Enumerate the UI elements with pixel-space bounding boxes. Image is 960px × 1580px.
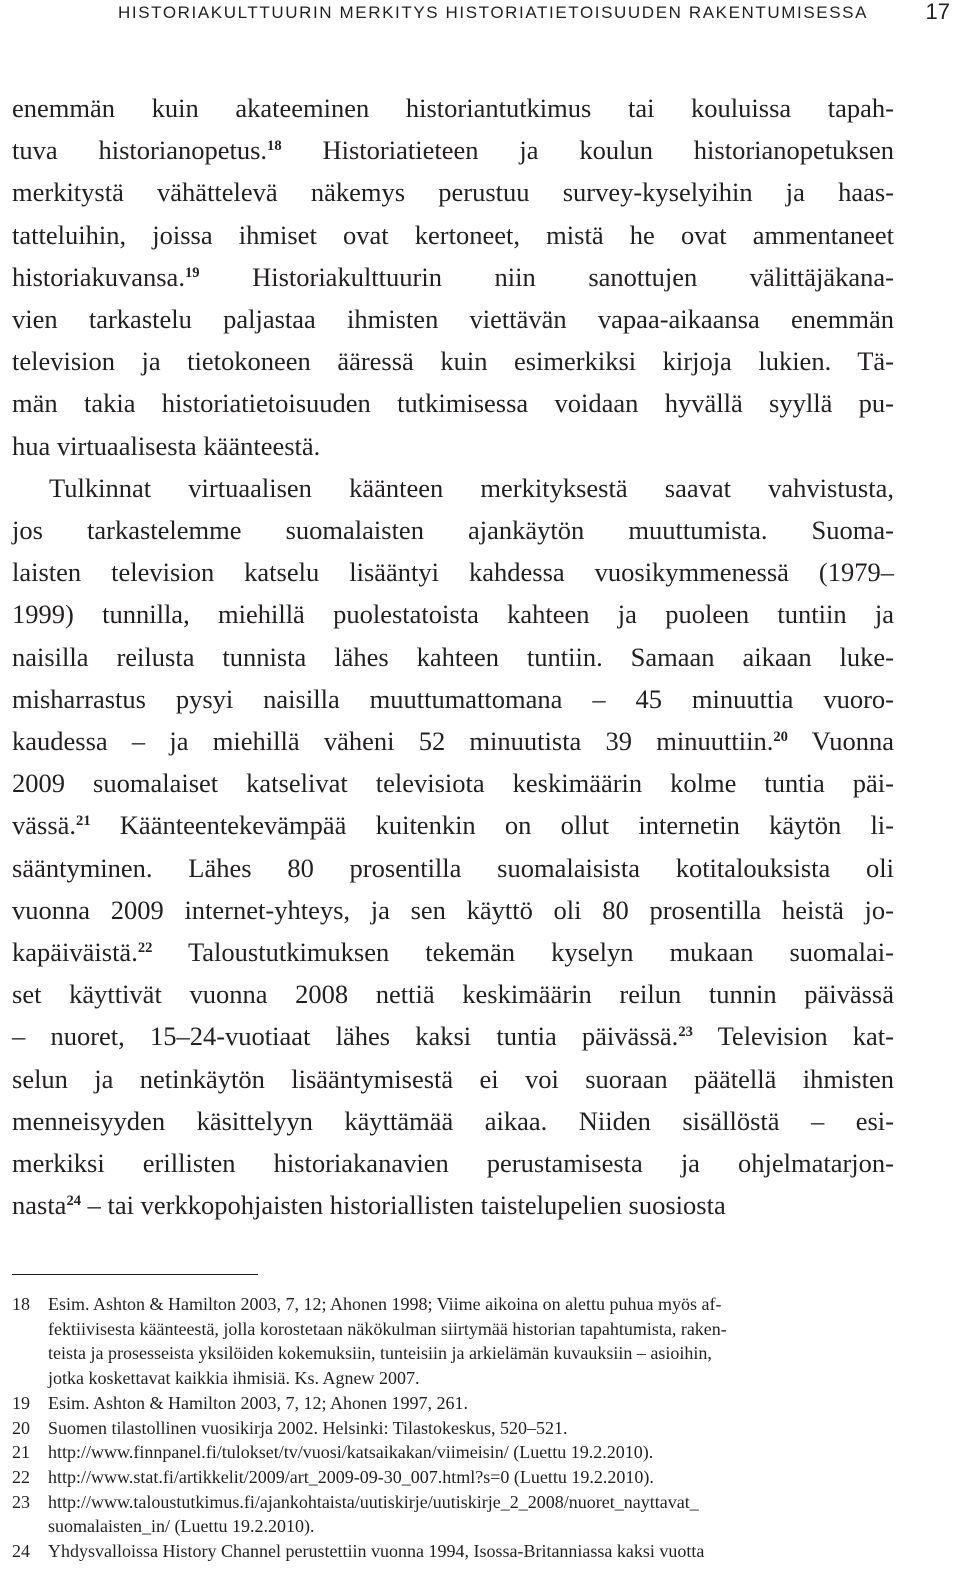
- footnote-reference[interactable]: 20: [773, 729, 788, 746]
- footnotes: [12, 1292, 880, 1564]
- text-line: [12, 720, 894, 762]
- text-line: [12, 1100, 894, 1142]
- text-run: 1999) tunnilla, miehillä puolestatoista kahteen ja puoleen tuntiin ja: [12, 599, 894, 630]
- text-run: Historiatieteen ja koulun historianopetuksen: [281, 135, 894, 166]
- text-run: selun ja netinkäytön lisääntymisestä ei voi suoraan päätellä ihmisten: [12, 1063, 894, 1094]
- running-header: [0, 0, 960, 50]
- text-run: menneisyyden käsittelyyn käyttämää aikaa. Niiden sisällöstä – esi-: [12, 1105, 894, 1136]
- text-line: [12, 1058, 894, 1100]
- text-run: vuonna 2009 internet-yhteys, ja sen käyttö oli 80 prosentilla heistä jo-: [12, 894, 894, 925]
- footnote-text: Esim. Ashton & Hamilton 2003, 7, 12; Ahonen 1997, 261.: [48, 1392, 469, 1413]
- text-run: vässä.: [12, 810, 77, 841]
- text-run: hua virtuaalisesta käänteestä.: [12, 430, 321, 461]
- footnote: [12, 1465, 880, 1490]
- footnote: [12, 1292, 880, 1391]
- text-line: [12, 678, 894, 720]
- footnote: [12, 1539, 880, 1564]
- text-run: – nuoret, 15–24-vuotiaat lähes kaksi tuntia päivässä.: [12, 1021, 679, 1052]
- text-run: vien tarkastelu paljastaa ihmisten viettävän vapaa-aikaansa enemmän: [12, 304, 894, 335]
- text-line: [12, 804, 894, 846]
- footnote-text: suomalaisten_in/ (Luettu 19.2.2010).: [48, 1516, 315, 1537]
- text-run: tatteluihin, joissa ihmiset ovat kertoneet, mistä he ovat ammentaneet: [12, 219, 894, 250]
- text-run: kaudessa – ja miehillä väheni 52 minuutista 39 minuuttiin.: [12, 726, 774, 757]
- footnote-reference[interactable]: 18: [267, 138, 282, 155]
- text-line: [12, 467, 894, 509]
- text-run: Tulkinnat virtuaalisen käänteen merkityksestä saavat vahvistusta,: [49, 472, 894, 503]
- paragraph: [12, 87, 894, 467]
- text-run: enemmän kuin akateeminen historiantutkimus tai kouluissa tapah-: [12, 93, 894, 123]
- footnote: [12, 1440, 880, 1465]
- footnote-text: http://www.stat.fi/artikkelit/2009/art_2009-09-30_007.html?s=0 (Luettu 19.2.2010).: [48, 1466, 654, 1487]
- text-line: [12, 762, 894, 804]
- text-line: [12, 298, 894, 340]
- text-run: television ja tietokoneen ääressä kuin esimerkiksi kirjoja lukien. Tä-: [12, 346, 894, 377]
- text-run: historiakuvansa.: [12, 261, 185, 292]
- footnote-number: 20: [12, 1417, 30, 1438]
- footnote-number: 23: [12, 1491, 30, 1512]
- text-line: [12, 214, 894, 256]
- text-run: Käänteentekevämpää kuitenkin on ollut internetin käytön li-: [90, 810, 894, 841]
- footnote-text: teista ja prosesseista yksilöiden kokemuksiin, tunteisiin ja arkielämän kuvauksiin – asioihin,: [48, 1343, 712, 1364]
- footnote-number: 18: [12, 1294, 30, 1314]
- text-line: [12, 847, 894, 889]
- text-line: [12, 1015, 894, 1057]
- running-title: HISTORIAKULTTUURIN MERKITYS HISTORIATIETOISUUDEN RAKENTUMISESSA: [118, 3, 869, 22]
- text-run: – tai verkkopohjaisten historiallisten taistelupelien suosiosta: [81, 1190, 726, 1221]
- text-run: 2009 suomalaiset katselivat televisiota keskimäärin kolme tuntia päi-: [12, 768, 894, 799]
- text-run: kapäiväistä.: [12, 937, 138, 968]
- footnote-separator: [12, 1274, 258, 1275]
- text-run: jos tarkastelemme suomalaisten ajankäytön muuttumista. Suoma-: [12, 515, 894, 546]
- text-line: [12, 931, 894, 973]
- body-text: [12, 87, 894, 1226]
- text-line: [12, 87, 894, 129]
- footnote-number: 24: [12, 1541, 30, 1562]
- text-line: [12, 425, 894, 467]
- text-run: merkitystä vähättelevä näkemys perustuu survey-kyselyihin ja haas-: [12, 177, 894, 208]
- text-run: laisten television katselu lisääntyi kahdessa vuosikymmenessä (1979–: [12, 557, 894, 588]
- footnote-text: jotka koskettavat kaikkia ihmisiä. Ks. Agnew 2007.: [48, 1368, 420, 1389]
- text-run: män takia historiatietoisuuden tutkimisessa voidaan hyvällä syyllä pu-: [12, 388, 894, 419]
- footnote-number: 19: [12, 1392, 30, 1413]
- text-run: set käyttivät vuonna 2008 nettiä keskimäärin reilun tunnin päivässä: [12, 979, 894, 1010]
- footnote: [12, 1391, 880, 1416]
- text-line: [12, 509, 894, 551]
- text-run: naisilla reilusta tunnista lähes kahteen tuntiin. Samaan aikaan luke-: [12, 641, 894, 672]
- text-line: [12, 1184, 894, 1226]
- text-run: merkiksi erillisten historiakanavien perustamisesta ja ohjelmatarjon-: [12, 1148, 894, 1179]
- text-line: [12, 636, 894, 678]
- footnote-reference[interactable]: 23: [678, 1024, 693, 1041]
- text-line: [12, 129, 894, 171]
- footnote-reference[interactable]: 22: [137, 940, 153, 957]
- text-run: sääntyminen. Lähes 80 prosentilla suomalaisista kotitalouksista oli: [12, 852, 894, 883]
- text-run: Television kat-: [692, 1021, 894, 1052]
- footnote-text: fektiivisesta käänteestä, jolla korostetaan näkökulman siirtymää historian tapahtumista, raken-: [48, 1318, 727, 1339]
- footnote-number: 22: [12, 1466, 30, 1487]
- footnote: [12, 1416, 880, 1441]
- footnote-text: http://www.taloustutkimus.fi/ajankohtaista/uutiskirje/uutiskirje_2_2008/nuoret_nayttavat_: [48, 1491, 699, 1512]
- footnote-text: Suomen tilastollinen vuosikirja 2002. Helsinki: Tilastokeskus, 520–521.: [48, 1417, 568, 1438]
- text-run: Vuonna: [787, 726, 894, 757]
- text-run: tuva historianopetus.: [12, 135, 268, 166]
- footnote-reference[interactable]: 24: [66, 1193, 82, 1210]
- text-line: [12, 171, 894, 213]
- text-run: Historiakulttuurin niin sanottujen välittäjäkana-: [199, 261, 894, 292]
- text-line: [12, 973, 894, 1015]
- text-line: [12, 1142, 894, 1184]
- text-run: Taloustutkimuksen tekemän kyselyn mukaan suomalai-: [152, 937, 894, 968]
- footnote-text: http://www.finnpanel.fi/tulokset/tv/vuosi/katsaikakan/viimeisin/ (Luettu 19.2.2010).: [48, 1442, 654, 1463]
- text-line: [12, 382, 894, 424]
- footnote-reference[interactable]: 21: [76, 813, 91, 830]
- text-line: [12, 889, 894, 931]
- text-run: nasta: [12, 1190, 67, 1221]
- paragraph: [12, 467, 894, 1227]
- footnote: [12, 1490, 880, 1539]
- text-line: [12, 256, 894, 298]
- footnote-text: Yhdysvalloissa History Channel perustettiin vuonna 1994, Isossa-Britanniassa kaksi vuotta: [48, 1541, 705, 1562]
- text-line: [12, 551, 894, 593]
- footnote-reference[interactable]: 19: [184, 264, 200, 281]
- text-run: misharrastus pysyi naisilla muuttumattomana – 45 minuuttia vuoro-: [12, 683, 894, 714]
- text-line: [12, 340, 894, 382]
- footnote-number: 21: [12, 1442, 30, 1463]
- text-line: [12, 593, 894, 635]
- footnote-text: Esim. Ashton & Hamilton 2003, 7, 12; Ahonen 1998; Viime aikoina on alettu puhua myös af-: [48, 1294, 722, 1314]
- page-number: 17: [925, 0, 950, 24]
